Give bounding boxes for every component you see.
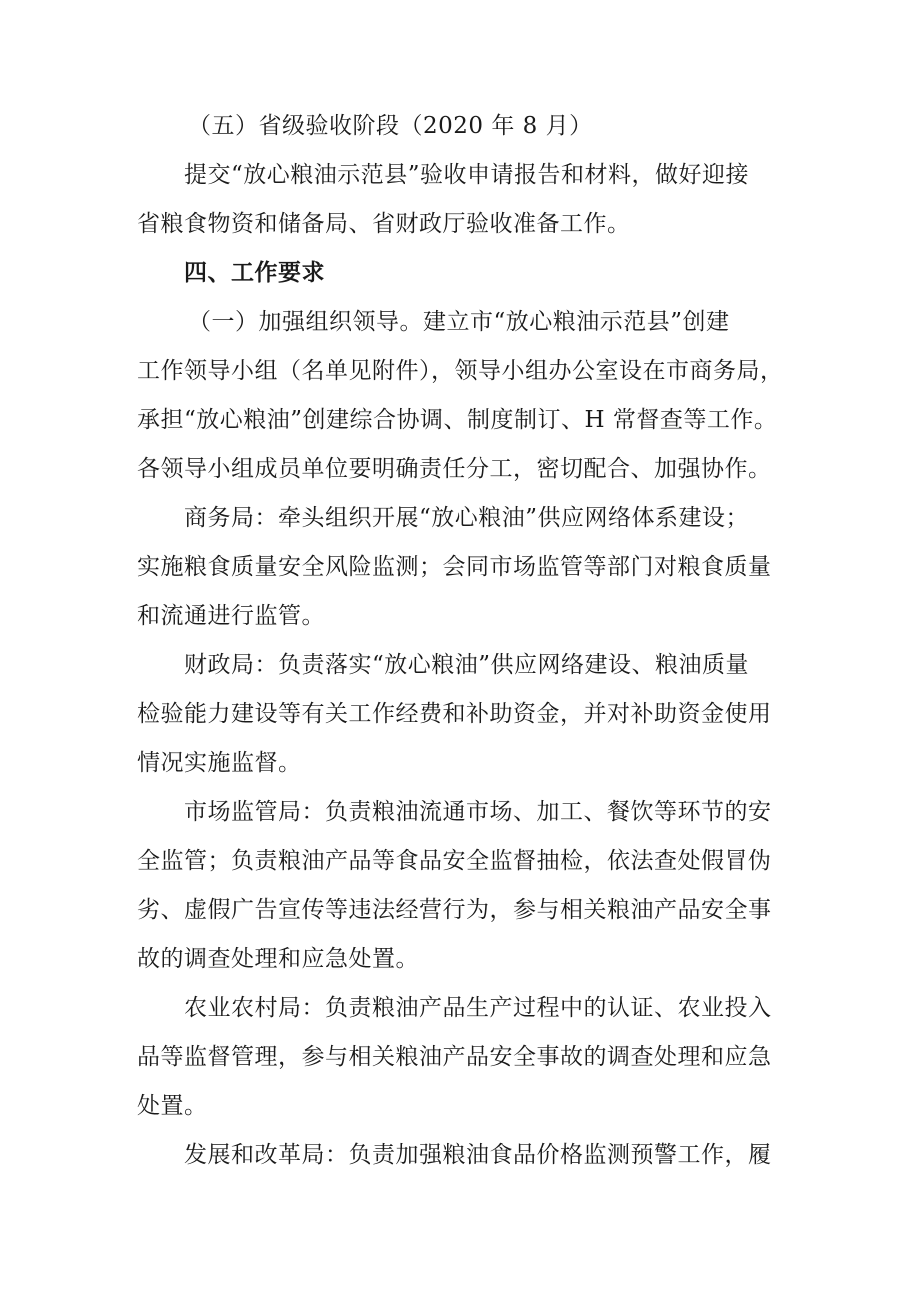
paragraph-line: 市场监管局：负责粮油流通市场、加工、餐饮等环节的安 [184,799,772,825]
paragraph-line: 农业农村局：负责粮油产品生产过程中的认证、农业投入 [184,995,772,1021]
paragraph-line: 提交“放心粮油示范县”验收申请报告和材料，做好迎接 [184,162,750,188]
paragraph-line: 处置。 [137,1093,208,1119]
section-heading-provincial-acceptance: （五）省级验收阶段（2020 年 8 月） [188,113,593,139]
paragraph-line: 商务局：牵头组织开展“放心粮油”供应网络体系建设； [184,505,750,531]
paragraph-line: 各领导小组成员单位要明确责任分工，密切配合、加强协作。 [137,456,772,482]
paragraph-line: 实施粮食质量安全风险监测；会同市场监管等部门对粮食质量 [137,554,772,580]
paragraph-line: 检验能力建设等有关工作经费和补助资金，并对补助资金使用 [137,701,772,727]
paragraph-line: 财政局：负责落实“放心粮油”供应网络建设、粮油质量 [184,652,750,678]
paragraph-line: 和流通进行监管。 [137,603,325,629]
section-heading-work-requirements: 四、工作要求 [184,260,325,286]
paragraph-line: 品等监督管理，参与相关粮油产品安全事故的调查处理和应急 [137,1044,772,1070]
paragraph-line: 工作领导小组（名单见附件），领导小组办公室设在市商务局， [137,358,784,384]
paragraph-line: 劣、虚假广告宣传等违法经营行为，参与相关粮油产品安全事 [137,897,772,923]
paragraph-line: 承担“放心粮油”创建综合协调、制度制订、H 常督查等工作。 [137,407,778,433]
paragraph-line: 发展和改革局：负责加强粮油食品价格监测预警工作，履 [184,1142,772,1168]
paragraph-line: 省粮食物资和储备局、省财政厅验收准备工作。 [137,211,631,237]
paragraph-line: 故的调查处理和应急处置。 [137,946,419,972]
paragraph-line: 全监管；负责粮油产品等食品安全监督抽检，依法查处假冒伪 [137,848,772,874]
paragraph-line: （一）加强组织领导。建立市“放心粮油示范县”创建 [188,309,730,335]
paragraph-line: 情况实施监督。 [137,750,302,776]
